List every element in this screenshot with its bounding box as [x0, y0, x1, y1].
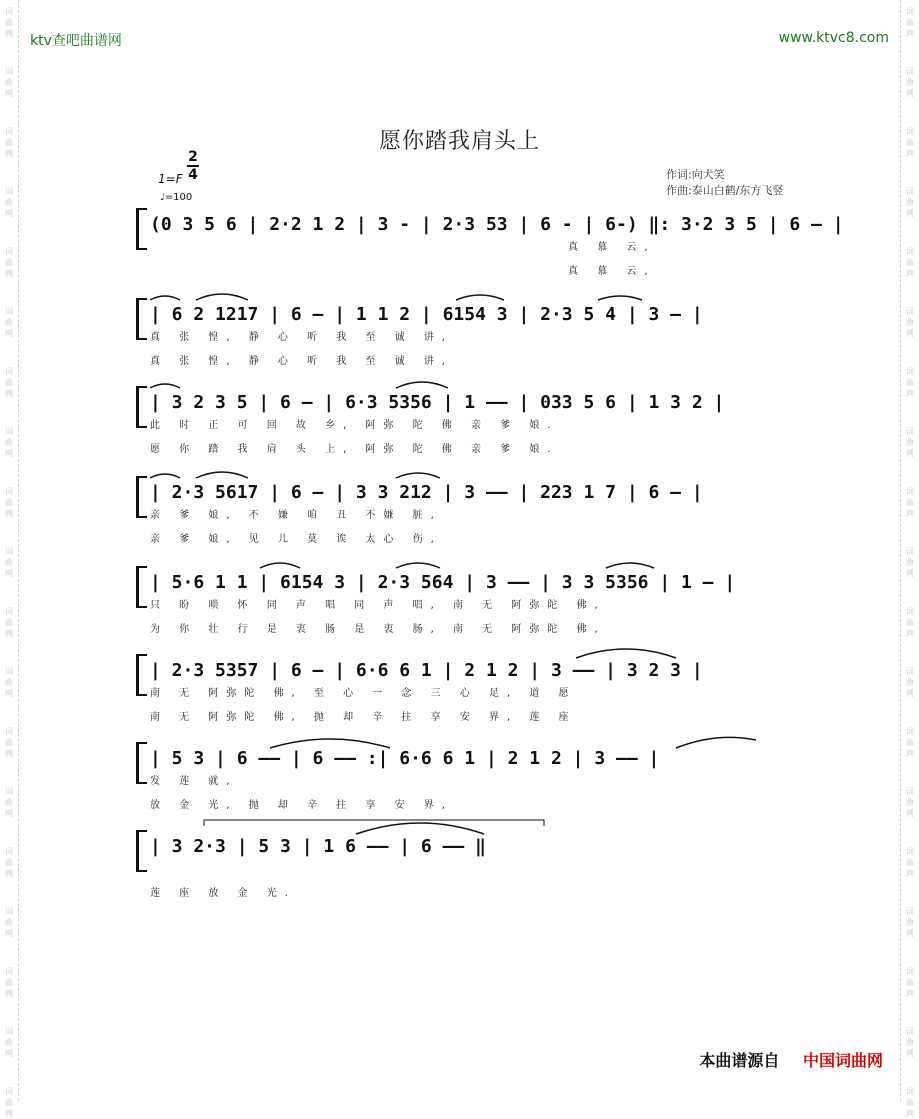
- margin-watermark: 词曲网: [5, 1027, 13, 1058]
- margin-watermark: 词曲网: [906, 547, 914, 578]
- notation-line: | 3 2·3 | 5 3 | 1 6 —— | 6 —— ‖: [150, 836, 486, 857]
- footer-source-label: 本曲谱源自: [699, 1051, 780, 1070]
- margin-watermark: 词曲网: [906, 1087, 914, 1118]
- margin-watermark: 词曲网: [5, 247, 13, 278]
- margin-watermark: 词曲网: [906, 307, 914, 338]
- margin-watermark: 词曲网: [5, 7, 13, 38]
- lyric-line-2: 南 无 阿弥陀 佛, 抛 却 辛 拄 享 安 界, 莲 座: [150, 712, 577, 723]
- margin-watermark: 词曲网: [906, 187, 914, 218]
- source-footer: [699, 1048, 883, 1071]
- margin-watermark: 词曲网: [906, 667, 914, 698]
- margin-watermark: 词曲网: [906, 787, 914, 818]
- lyric-line-2: 亲 爹 娘, 见 儿 莫 诶 太心 伤,: [150, 534, 442, 545]
- lyric-line-1: 南 无 阿弥陀 佛, 至 心 一 念 三 心 足, 道 愿: [150, 688, 577, 699]
- time-signature-top: 2: [188, 149, 198, 165]
- lyric-line-2: 愿 你 踏 我 肩 头 上, 阿弥 陀 佛 亲 爹 娘.: [150, 444, 559, 455]
- notation-line: | 2·3 5357 | 6 — | 6·6 6 1 | 2 1 2 | 3 —— | 3 2 3 |: [150, 660, 703, 681]
- notation-line: | 2·3 5617 | 6 — | 3 3 212 | 3 —— | 223 1 7 | 6 — |: [150, 482, 703, 503]
- margin-watermark: 词曲网: [906, 367, 914, 398]
- margin-watermark: 词曲网: [5, 127, 13, 158]
- footer-site-name: 中国词曲网: [802, 1051, 883, 1070]
- margin-watermark: 词曲网: [5, 607, 13, 638]
- margin-watermark: 词曲网: [5, 667, 13, 698]
- notation-line: | 6 2 1217 | 6 — | 1 1 2 | 6154 3 | 2·3 5 4 | 3 — |: [150, 304, 703, 325]
- margin-watermark: 词曲网: [5, 967, 13, 998]
- song-title: 愿你踏我肩头上: [378, 129, 540, 154]
- margin-watermark: 词曲网: [5, 367, 13, 398]
- key-signature: 1=F: [158, 172, 183, 186]
- margin-watermark: 词曲网: [906, 487, 914, 518]
- margin-watermark: 词曲网: [5, 187, 13, 218]
- lyric-line-2: 为 你 壮 行 是 衷 肠 是 衷 肠, 南 无 阿弥陀 佛,: [150, 624, 606, 635]
- margin-watermark: 词曲网: [906, 7, 914, 38]
- margin-watermark: 词曲网: [906, 727, 914, 758]
- site-name-left: ktv查吧曲谱网: [30, 33, 122, 49]
- lyric-line-1: 亲 爹 娘, 不 嫌 咱 丑 不嫌 脏,: [150, 510, 442, 521]
- lyric-line-1: 莲 座 放 金 光.: [150, 888, 296, 899]
- margin-watermark: 词曲网: [5, 67, 13, 98]
- tempo-marking: ♩=100: [160, 192, 193, 203]
- margin-watermark: 词曲网: [5, 907, 13, 938]
- margin-watermark: 词曲网: [5, 547, 13, 578]
- lyric-line-1: 此 时 正 可 回 故 乡, 阿弥 陀 佛 亲 爹 娘.: [150, 420, 559, 431]
- notation-line: | 5 3 | 6 —— | 6 —— :| 6·6 6 1 | 2 1 2 | 3 —— |: [150, 748, 660, 769]
- margin-watermark: 词曲网: [906, 967, 914, 998]
- lyric-line-2: 放 金 光, 抛 却 辛 拄 享 安 界,: [150, 800, 453, 811]
- margin-watermark: 词曲网: [5, 427, 13, 458]
- lyric-line-2: 真 慕 云,: [568, 266, 656, 277]
- margin-watermark: 词曲网: [906, 907, 914, 938]
- margin-watermark: 词曲网: [5, 727, 13, 758]
- lyricist-credit: 作词:向犬笑: [666, 168, 725, 181]
- composer-credit: 作曲:泰山白鹤/东方飞竖: [666, 184, 784, 197]
- lyric-line-1: 只 盼 唢 怀 同 声 唱 同 声 唱, 南 无 阿弥陀 佛,: [150, 600, 606, 611]
- lyric-line-1: 发 莲 就,: [150, 776, 238, 787]
- margin-watermark: 词曲网: [906, 247, 914, 278]
- margin-watermark: 词曲网: [5, 487, 13, 518]
- margin-watermark: 词曲网: [906, 427, 914, 458]
- site-url-right: www.ktvc8.com: [778, 30, 889, 46]
- margin-watermark: 词曲网: [5, 847, 13, 878]
- notation-line: | 5·6 1 1 | 6154 3 | 2·3 564 | 3 —— | 3 3 5356 | 1 — |: [150, 572, 736, 593]
- margin-watermark: 词曲网: [906, 67, 914, 98]
- margin-watermark: 词曲网: [5, 307, 13, 338]
- margin-watermark: 词曲网: [906, 847, 914, 878]
- notation-line: | 3 2 3 5 | 6 — | 6·3 5356 | 1 —— | 033 5 6 | 1 3 2 |: [150, 392, 725, 413]
- time-signature-bottom: 4: [188, 167, 198, 183]
- notation-line: (0 3 5 6 | 2·2 1 2 | 3 - | 2·3 53 | 6 - | 6-) ‖: 3·2 3 5 | 6 — |: [150, 214, 844, 235]
- lyric-line-2: 真 张 惶, 静 心 听 我 至 诚 讲,: [150, 356, 453, 367]
- margin-watermark: 词曲网: [5, 1087, 13, 1118]
- margin-watermark: 词曲网: [5, 787, 13, 818]
- margin-watermark: 词曲网: [906, 1027, 914, 1058]
- lyric-line-1: 真 慕 云,: [568, 242, 656, 253]
- margin-watermark: 词曲网: [906, 607, 914, 638]
- margin-watermark: 词曲网: [906, 127, 914, 158]
- lyric-line-1: 真 张 惶, 静 心 听 我 至 诚 讲,: [150, 332, 453, 343]
